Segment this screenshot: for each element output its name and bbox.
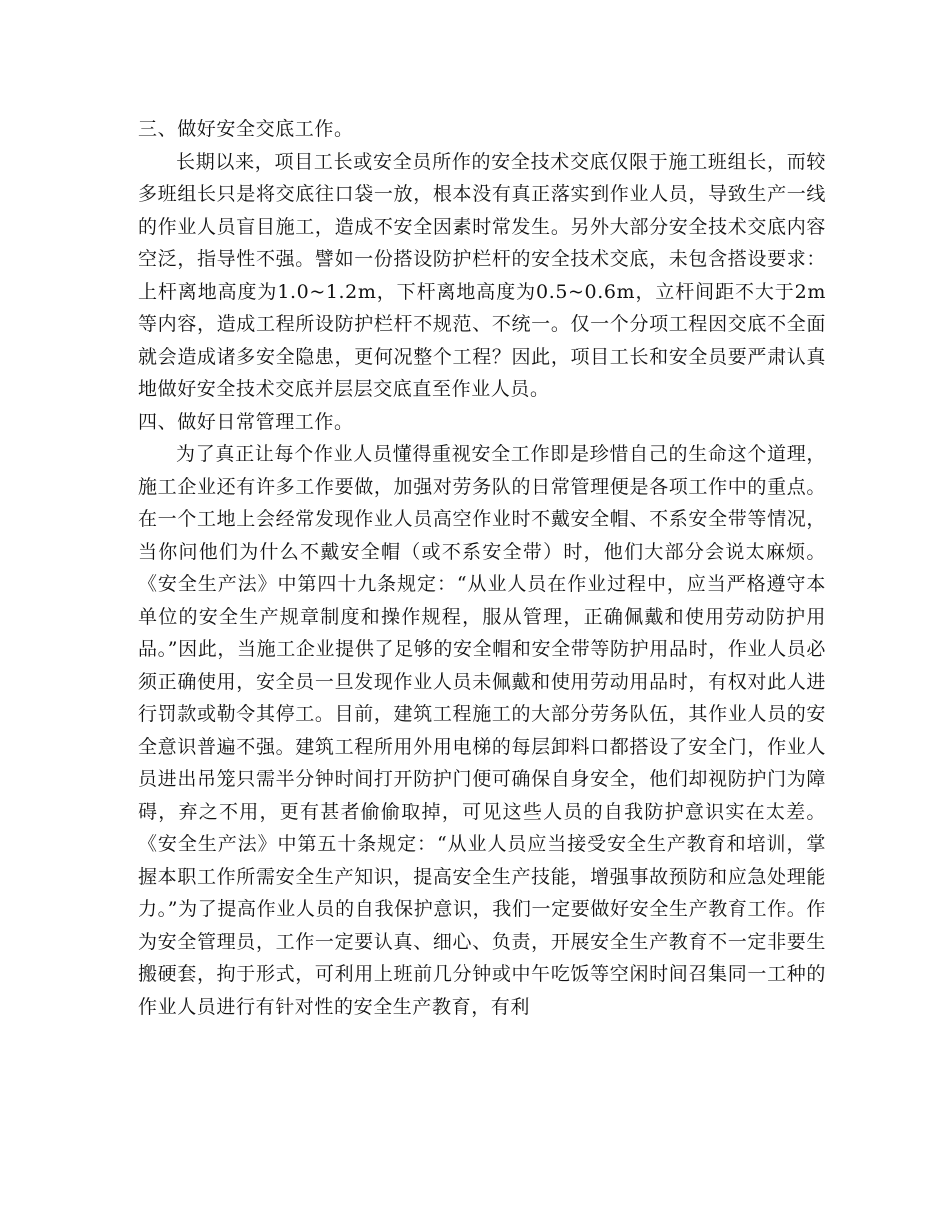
section-paragraph-daily-management: 为了真正让每个作业人员懂得重视安全工作即是珍惜自己的生命这个道理，施工企业还有许多工作要做，加强对劳务队的日常管理便是各项工作中的重点。在一个工地上会经常发现作业人员高空作业时不戴安全帽、不系安全带等情况，当你问他们为什么不戴安全帽（或不系安全带）时，他们大部分会说太麻烦。《安全生产法》中第四十九条规定：“从业人员在作业过程中，应当严格遵守本单位的安全生产规章制度和操作规程，服从管理，正确佩戴和使用劳动防护用品。”因此，当施工企业提供了足够的安全帽和安全带等防护用品时，作业人员必须正确使用，安全员一旦发现作业人员未佩戴和使用劳动用品时，有权对此人进行罚款或勒令其停工。目前，建筑工程施工的大部分劳务队伍，其作业人员的安全意识普遍不强。建筑工程所用外用电梯的每层卸料口都搭设了安全门，作业人员进出吊笼只需半分钟时间打开防护门便可确保自身安全，他们却视防护门为障碍，弃之不用，更有甚者偷偷取掉，可见这些人员的自我防护意识实在太差。《安全生产法》中第五十条规定：“从业人员应当接受安全生产教育和培训，掌握本职工作所需安全生产知识，提高安全生产技能，增强事故预防和应急处理能力。”为了提高作业人员的自我保护意识，我们一定要做好安全生产教育工作。作为安全管理员，工作一定要认真、细心、负责，开展安全生产教育不一定非要生搬硬套，拘于形式，可利用上班前几分钟或中午吃饭等空闲时间召集同一工种的作业人员进行有针对性的安全生产教育，有利 [138, 443, 826, 1018]
section-heading-daily-management: 四、做好日常管理工作。 [138, 410, 354, 433]
section-paragraph-safety-briefing: 长期以来，项目工长或安全员所作的安全技术交底仅限于施工班组长，而较多班组长只是将交底往口袋一放，根本没有真正落实到作业人员，导致生产一线的作业人员盲目施工，造成不安全因素时常发生。另外大部分安全技术交底内容空泛，指导性不强。譬如一份搭设防护栏杆的安全技术交底，未包含搭设要求：上杆离地高度为1.0~1.2m，下杆离地高度为0.5~0.6m，立杆间距不大于2m等内容，造成工程所设防护栏杆不规范、不统一。仅一个分项工程因交底不全面就会造成诸多安全隐患，更何况整个工程？因此，项目工长和安全员要严肃认真地做好安全技术交底并层层交底直至作业人员。 [138, 150, 826, 400]
document-body [138, 113, 826, 1023]
section-heading-safety-briefing: 三、做好安全交底工作。 [138, 118, 354, 140]
